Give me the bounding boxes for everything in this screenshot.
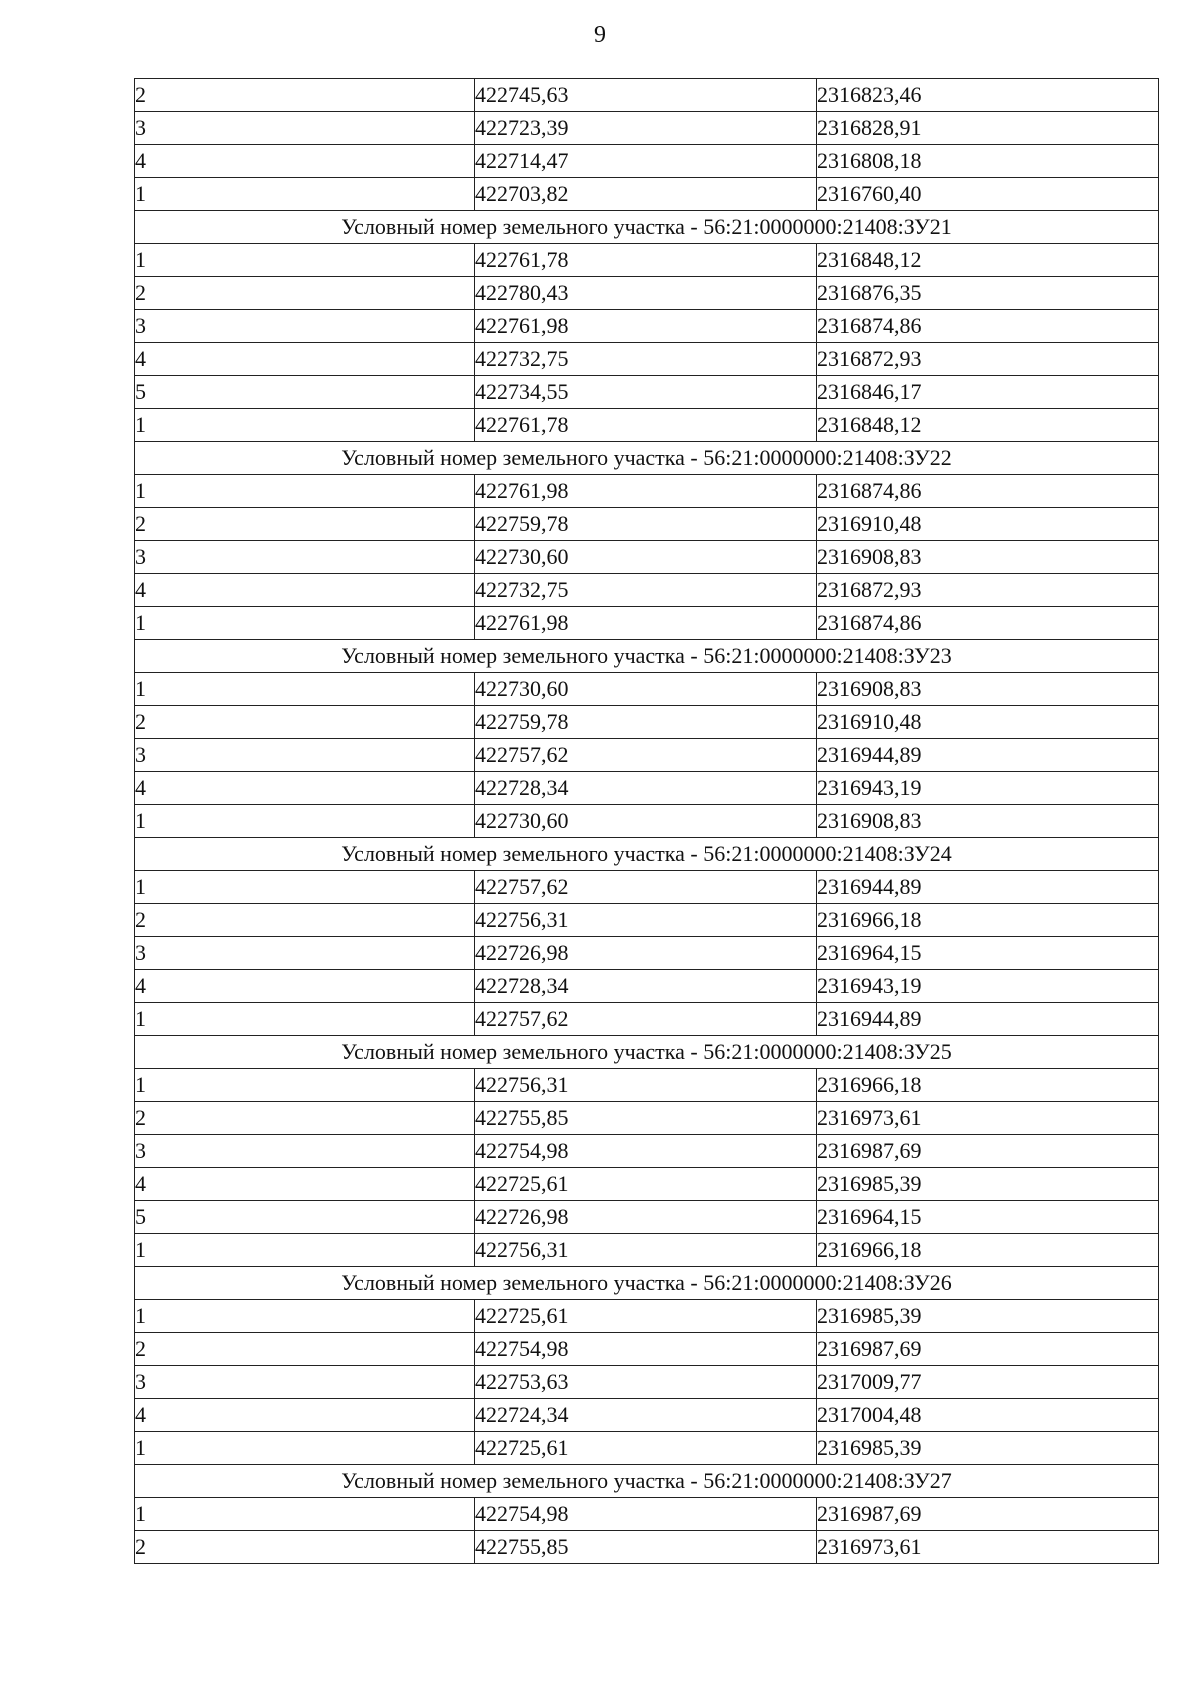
table-row (135, 1432, 1159, 1465)
y-coordinate-cell: 2316808,18 (817, 145, 1159, 178)
y-coordinate-cell: 2316872,93 (817, 343, 1159, 376)
point-number-cell: 3 (135, 739, 475, 772)
x-coordinate-cell: 422755,85 (475, 1531, 817, 1564)
point-number-cell: 1 (135, 1498, 475, 1531)
y-coordinate-cell: 2316987,69 (817, 1135, 1159, 1168)
y-coordinate-cell: 2316943,19 (817, 772, 1159, 805)
x-coordinate-cell: 422754,98 (475, 1135, 817, 1168)
table-row (135, 1135, 1159, 1168)
x-coordinate-cell: 422730,60 (475, 805, 817, 838)
table-row (135, 706, 1159, 739)
point-number-cell: 1 (135, 607, 475, 640)
y-coordinate-cell: 2316944,89 (817, 1003, 1159, 1036)
table-row (135, 1366, 1159, 1399)
table-row (135, 145, 1159, 178)
y-coordinate-cell: 2316985,39 (817, 1168, 1159, 1201)
land-plot-heading: Условный номер земельного участка - 56:21:0000000:21408:ЗУ27 (135, 1465, 1159, 1498)
land-plot-heading: Условный номер земельного участка - 56:21:0000000:21408:ЗУ21 (135, 211, 1159, 244)
x-coordinate-cell: 422714,47 (475, 145, 817, 178)
y-coordinate-cell: 2316910,48 (817, 706, 1159, 739)
point-number-cell: 5 (135, 1201, 475, 1234)
point-number-cell: 4 (135, 970, 475, 1003)
x-coordinate-cell: 422761,98 (475, 607, 817, 640)
land-plot-heading: Условный номер земельного участка - 56:21:0000000:21408:ЗУ26 (135, 1267, 1159, 1300)
point-number-cell: 2 (135, 1102, 475, 1135)
point-number-cell: 1 (135, 673, 475, 706)
y-coordinate-cell: 2316846,17 (817, 376, 1159, 409)
y-coordinate-cell: 2316987,69 (817, 1498, 1159, 1531)
table-row (135, 508, 1159, 541)
point-number-cell: 4 (135, 772, 475, 805)
y-coordinate-cell: 2316874,86 (817, 310, 1159, 343)
y-coordinate-cell: 2316944,89 (817, 739, 1159, 772)
land-plot-heading: Условный номер земельного участка - 56:21:0000000:21408:ЗУ22 (135, 442, 1159, 475)
table-row (135, 1234, 1159, 1267)
table-row (135, 409, 1159, 442)
point-number-cell: 3 (135, 1135, 475, 1168)
table-row (135, 805, 1159, 838)
point-number-cell: 1 (135, 871, 475, 904)
table-row (135, 1168, 1159, 1201)
y-coordinate-cell: 2316848,12 (817, 409, 1159, 442)
y-coordinate-cell: 2316944,89 (817, 871, 1159, 904)
table-row (135, 1003, 1159, 1036)
y-coordinate-cell: 2316987,69 (817, 1333, 1159, 1366)
point-number-cell: 5 (135, 376, 475, 409)
y-coordinate-cell: 2316874,86 (817, 607, 1159, 640)
x-coordinate-cell: 422734,55 (475, 376, 817, 409)
section-heading-row (135, 442, 1159, 475)
x-coordinate-cell: 422730,60 (475, 541, 817, 574)
x-coordinate-cell: 422726,98 (475, 937, 817, 970)
y-coordinate-cell: 2316876,35 (817, 277, 1159, 310)
y-coordinate-cell: 2316985,39 (817, 1432, 1159, 1465)
y-coordinate-cell: 2316966,18 (817, 1234, 1159, 1267)
point-number-cell: 3 (135, 112, 475, 145)
table-row (135, 1333, 1159, 1366)
table-row (135, 79, 1159, 112)
point-number-cell: 1 (135, 1432, 475, 1465)
point-number-cell: 2 (135, 904, 475, 937)
x-coordinate-cell: 422761,78 (475, 244, 817, 277)
table-row (135, 574, 1159, 607)
x-coordinate-cell: 422759,78 (475, 508, 817, 541)
section-heading-row (135, 1267, 1159, 1300)
table-row (135, 1399, 1159, 1432)
point-number-cell: 3 (135, 310, 475, 343)
x-coordinate-cell: 422754,98 (475, 1333, 817, 1366)
x-coordinate-cell: 422761,78 (475, 409, 817, 442)
y-coordinate-cell: 2316973,61 (817, 1102, 1159, 1135)
x-coordinate-cell: 422755,85 (475, 1102, 817, 1135)
table-row (135, 178, 1159, 211)
x-coordinate-cell: 422757,62 (475, 739, 817, 772)
y-coordinate-cell: 2316908,83 (817, 805, 1159, 838)
land-plot-heading: Условный номер земельного участка - 56:21:0000000:21408:ЗУ24 (135, 838, 1159, 871)
point-number-cell: 1 (135, 244, 475, 277)
y-coordinate-cell: 2316908,83 (817, 673, 1159, 706)
point-number-cell: 1 (135, 1003, 475, 1036)
x-coordinate-cell: 422732,75 (475, 343, 817, 376)
page-number: 9 (594, 22, 606, 48)
point-number-cell: 1 (135, 475, 475, 508)
point-number-cell: 2 (135, 1333, 475, 1366)
point-number-cell: 2 (135, 706, 475, 739)
x-coordinate-cell: 422745,63 (475, 79, 817, 112)
point-number-cell: 1 (135, 1234, 475, 1267)
x-coordinate-cell: 422724,34 (475, 1399, 817, 1432)
y-coordinate-cell: 2316760,40 (817, 178, 1159, 211)
coordinates-table-body (135, 79, 1159, 1564)
x-coordinate-cell: 422730,60 (475, 673, 817, 706)
x-coordinate-cell: 422728,34 (475, 970, 817, 1003)
x-coordinate-cell: 422780,43 (475, 277, 817, 310)
coordinates-table (134, 78, 1159, 1564)
x-coordinate-cell: 422725,61 (475, 1300, 817, 1333)
y-coordinate-cell: 2316874,86 (817, 475, 1159, 508)
x-coordinate-cell: 422756,31 (475, 1234, 817, 1267)
table-row (135, 607, 1159, 640)
x-coordinate-cell: 422757,62 (475, 1003, 817, 1036)
x-coordinate-cell: 422728,34 (475, 772, 817, 805)
y-coordinate-cell: 2316964,15 (817, 937, 1159, 970)
y-coordinate-cell: 2316848,12 (817, 244, 1159, 277)
table-row (135, 343, 1159, 376)
y-coordinate-cell: 2316908,83 (817, 541, 1159, 574)
table-row (135, 1498, 1159, 1531)
x-coordinate-cell: 422703,82 (475, 178, 817, 211)
point-number-cell: 4 (135, 1168, 475, 1201)
point-number-cell: 4 (135, 574, 475, 607)
table-row (135, 1300, 1159, 1333)
table-row (135, 739, 1159, 772)
point-number-cell: 2 (135, 277, 475, 310)
x-coordinate-cell: 422753,63 (475, 1366, 817, 1399)
table-row (135, 772, 1159, 805)
point-number-cell: 3 (135, 937, 475, 970)
section-heading-row (135, 1465, 1159, 1498)
point-number-cell: 2 (135, 1531, 475, 1564)
table-row (135, 904, 1159, 937)
x-coordinate-cell: 422761,98 (475, 475, 817, 508)
point-number-cell: 1 (135, 1069, 475, 1102)
table-row (135, 673, 1159, 706)
y-coordinate-cell: 2316966,18 (817, 904, 1159, 937)
section-heading-row (135, 1036, 1159, 1069)
point-number-cell: 3 (135, 541, 475, 574)
table-row (135, 1201, 1159, 1234)
x-coordinate-cell: 422761,98 (475, 310, 817, 343)
x-coordinate-cell: 422723,39 (475, 112, 817, 145)
table-row (135, 112, 1159, 145)
point-number-cell: 4 (135, 343, 475, 376)
point-number-cell: 2 (135, 508, 475, 541)
y-coordinate-cell: 2316828,91 (817, 112, 1159, 145)
section-heading-row (135, 211, 1159, 244)
x-coordinate-cell: 422725,61 (475, 1432, 817, 1465)
x-coordinate-cell: 422756,31 (475, 904, 817, 937)
x-coordinate-cell: 422725,61 (475, 1168, 817, 1201)
table-row (135, 871, 1159, 904)
x-coordinate-cell: 422726,98 (475, 1201, 817, 1234)
section-heading-row (135, 838, 1159, 871)
point-number-cell: 1 (135, 1300, 475, 1333)
table-row (135, 937, 1159, 970)
table-row (135, 1069, 1159, 1102)
table-row (135, 376, 1159, 409)
y-coordinate-cell: 2316985,39 (817, 1300, 1159, 1333)
table-row (135, 475, 1159, 508)
y-coordinate-cell: 2317004,48 (817, 1399, 1159, 1432)
point-number-cell: 1 (135, 178, 475, 211)
y-coordinate-cell: 2316823,46 (817, 79, 1159, 112)
table-row (135, 310, 1159, 343)
section-heading-row (135, 640, 1159, 673)
y-coordinate-cell: 2316872,93 (817, 574, 1159, 607)
table-row (135, 541, 1159, 574)
y-coordinate-cell: 2316966,18 (817, 1069, 1159, 1102)
point-number-cell: 4 (135, 145, 475, 178)
x-coordinate-cell: 422759,78 (475, 706, 817, 739)
y-coordinate-cell: 2316973,61 (817, 1531, 1159, 1564)
table-row (135, 244, 1159, 277)
x-coordinate-cell: 422732,75 (475, 574, 817, 607)
x-coordinate-cell: 422756,31 (475, 1069, 817, 1102)
table-row (135, 277, 1159, 310)
land-plot-heading: Условный номер земельного участка - 56:21:0000000:21408:ЗУ23 (135, 640, 1159, 673)
y-coordinate-cell: 2316910,48 (817, 508, 1159, 541)
table-row (135, 1102, 1159, 1135)
x-coordinate-cell: 422757,62 (475, 871, 817, 904)
y-coordinate-cell: 2317009,77 (817, 1366, 1159, 1399)
x-coordinate-cell: 422754,98 (475, 1498, 817, 1531)
point-number-cell: 1 (135, 409, 475, 442)
table-row (135, 1531, 1159, 1564)
land-plot-heading: Условный номер земельного участка - 56:21:0000000:21408:ЗУ25 (135, 1036, 1159, 1069)
y-coordinate-cell: 2316943,19 (817, 970, 1159, 1003)
point-number-cell: 3 (135, 1366, 475, 1399)
y-coordinate-cell: 2316964,15 (817, 1201, 1159, 1234)
point-number-cell: 4 (135, 1399, 475, 1432)
point-number-cell: 1 (135, 805, 475, 838)
point-number-cell: 2 (135, 79, 475, 112)
table-row (135, 970, 1159, 1003)
